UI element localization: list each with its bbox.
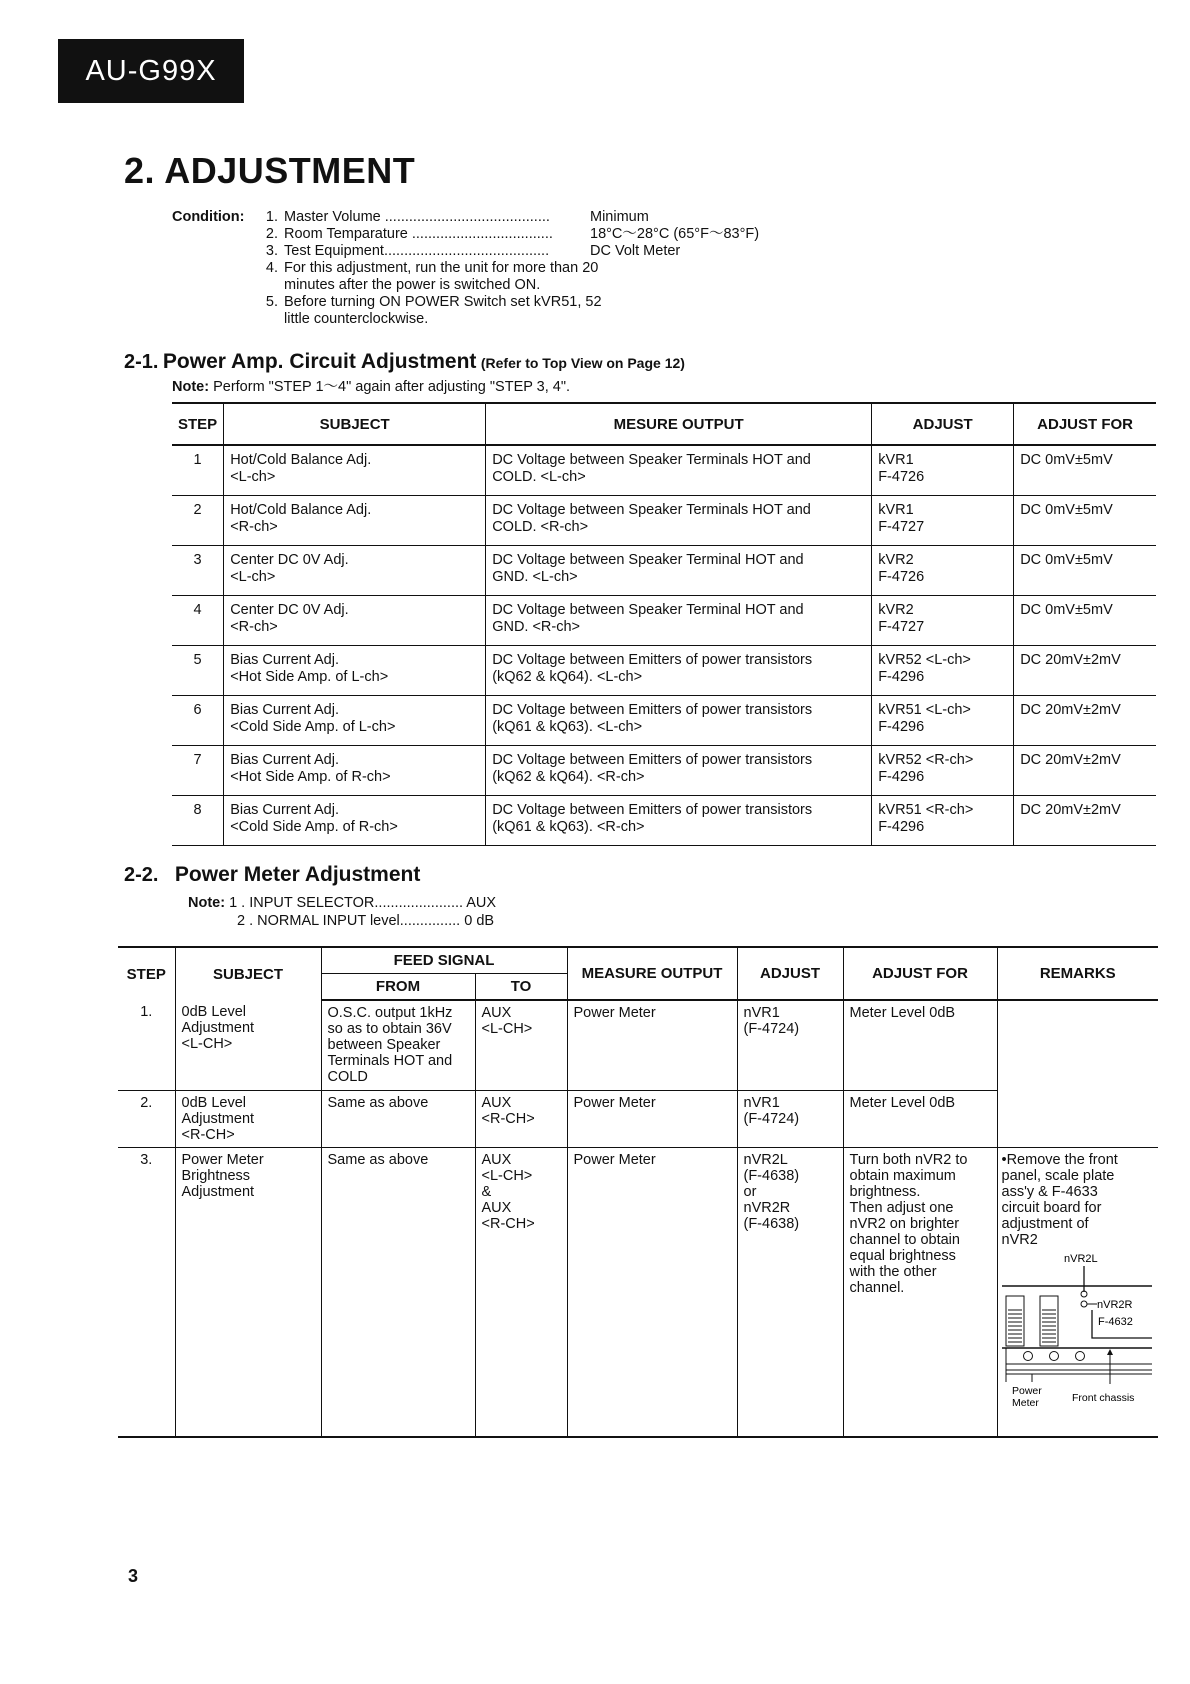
measure-cell: Power Meter	[567, 1000, 737, 1090]
subject-line: Hot/Cold Balance Adj.	[230, 502, 372, 518]
subject-cell	[175, 1000, 321, 1090]
step-cell: 3.	[118, 1147, 175, 1437]
subject-line: Bias Current Adj.	[230, 802, 339, 818]
condition-item	[254, 209, 649, 226]
meter-label: Meter	[1011, 1396, 1039, 1409]
power-label: Power	[1011, 1384, 1042, 1397]
to-cell	[475, 1000, 567, 1090]
remarks-line: adjustment of	[1001, 1215, 1089, 1232]
table-row	[172, 445, 1156, 496]
adjust-cell	[872, 696, 1014, 746]
adjust-line: F-4726	[878, 569, 925, 585]
measure-line: DC Voltage between Emitters of power transistors	[492, 752, 813, 768]
adjust-line: nVR2R	[743, 1199, 791, 1216]
subject-line: <L-ch>	[230, 569, 276, 585]
to-cell	[475, 1147, 567, 1437]
subject-line: <R-CH>	[181, 1126, 235, 1143]
adjust-line: F-4296	[878, 719, 925, 735]
section-number: 2-2.	[124, 864, 159, 886]
note-line-2: 2 . NORMAL INPUT level............... 0 dB	[237, 913, 495, 929]
col-remarks: REMARKS	[997, 947, 1158, 1000]
measure-cell	[486, 596, 872, 646]
adjust-cell	[872, 646, 1014, 696]
section-ref: (Refer to Top View on Page 12)	[480, 355, 685, 371]
to-line: <R-CH>	[481, 1215, 535, 1232]
measure-line: DC Voltage between Emitters of power transistors	[492, 702, 813, 718]
subject-cell	[224, 696, 486, 746]
measure-line: (kQ61 & kQ63). <L-ch>	[492, 719, 643, 735]
adjust-for-cell: DC 20mV±2mV	[1014, 646, 1156, 696]
table1-header: SUBJECT	[224, 403, 486, 445]
subject-cell	[224, 496, 486, 546]
adjust-line: kVR1	[878, 502, 914, 518]
condition-item-text: Room Temparature ...................................	[284, 226, 553, 242]
adjust-line: kVR51 <R-ch>	[878, 802, 974, 818]
condition-item	[254, 243, 681, 260]
from-cell	[321, 1090, 475, 1147]
adjust-for-line: nVR2 on brighter	[849, 1215, 960, 1232]
adjust-for-line: brightness.	[849, 1183, 921, 1200]
section-heading-1	[124, 350, 685, 374]
measure-cell	[486, 796, 872, 846]
condition-item-text: Before turning ON POWER Switch set kVR51, 52	[284, 294, 602, 310]
section-heading-2	[124, 863, 420, 887]
subject-line: <Cold Side Amp. of L-ch>	[230, 719, 396, 735]
adjust-cell	[737, 1090, 843, 1147]
to-line: AUX	[481, 1199, 512, 1216]
adjust-line: nVR1	[743, 1094, 780, 1111]
table1-header: MESURE OUTPUT	[486, 403, 872, 445]
section2-note-2	[237, 913, 494, 929]
adjust-cell	[872, 746, 1014, 796]
remarks-line: nVR2	[1001, 1231, 1038, 1248]
adjust-line: (F-4724)	[743, 1021, 800, 1037]
adjust-line: (F-4638)	[743, 1215, 800, 1232]
measure-cell	[486, 496, 872, 546]
subject-line: <Cold Side Amp. of R-ch>	[230, 819, 398, 835]
step-cell: 2.	[118, 1090, 175, 1147]
adjust-line: kVR51 <L-ch>	[878, 702, 971, 718]
col-measure-output: MEASURE OUTPUT	[567, 947, 737, 1000]
from-line: so as to obtain 36V	[327, 1021, 452, 1037]
subject-line: Bias Current Adj.	[230, 652, 339, 668]
remarks-cell	[997, 1000, 1158, 1147]
chassis-label: Front chassis	[1071, 1391, 1134, 1404]
to-line: AUX	[481, 1094, 512, 1111]
subject-line: Bias Current Adj.	[230, 702, 339, 718]
condition-item-text: Master Volume .........................................	[284, 209, 550, 225]
adjust-for-cell: DC 0mV±5mV	[1014, 546, 1156, 596]
adjust-for-line: Meter Level 0dB	[849, 1094, 956, 1111]
adjust-line: kVR52 <L-ch>	[878, 652, 971, 668]
adjust-line: F-4727	[878, 519, 925, 535]
section2-note	[188, 895, 496, 911]
page-title: 2. ADJUSTMENT	[124, 150, 416, 191]
adjust-for-line: with the other	[849, 1263, 937, 1280]
step-cell: 7	[172, 746, 224, 796]
subject-cell	[224, 546, 486, 596]
subject-line: Adjustment	[181, 1110, 255, 1127]
adjust-for-line: Meter Level 0dB	[849, 1005, 956, 1021]
table-row	[172, 696, 1156, 746]
subject-line: Brightness	[181, 1167, 251, 1184]
table-row	[118, 1000, 1158, 1090]
from-cell	[321, 1000, 475, 1090]
measure-line: DC Voltage between Speaker Terminal HOT and	[492, 552, 804, 568]
note-label: Note:	[188, 895, 226, 911]
to-line: &	[481, 1183, 492, 1200]
from-line: Same as above	[327, 1094, 429, 1111]
nvr2l-label: nVR2L	[1063, 1252, 1098, 1265]
table1-header: ADJUST	[872, 403, 1014, 445]
subject-cell	[175, 1090, 321, 1147]
adjust-line: F-4296	[878, 819, 925, 835]
condition-item-continuation: minutes after the power is switched ON.	[284, 277, 541, 293]
measure-line: DC Voltage between Speaker Terminals HOT and	[492, 502, 811, 518]
page-number: 3	[128, 1566, 139, 1586]
condition-item-number: 3.	[265, 243, 278, 259]
from-cell	[321, 1147, 475, 1437]
step-cell: 3	[172, 546, 224, 596]
measure-cell	[486, 445, 872, 496]
nvr2r-label: nVR2R	[1096, 1298, 1132, 1311]
adjust-for-cell	[843, 1090, 997, 1147]
table-row	[118, 1147, 1158, 1437]
subject-line: 0dB Level	[181, 1004, 246, 1020]
adjust-for-cell	[843, 1147, 997, 1437]
step-cell: 2	[172, 496, 224, 546]
adjust-for-line: equal brightness	[849, 1247, 956, 1264]
section-title: Power Meter Adjustment	[174, 863, 421, 886]
adjust-line: kVR2	[878, 552, 914, 568]
measure-cell	[486, 646, 872, 696]
measure-line: (kQ61 & kQ63). <R-ch>	[492, 819, 645, 835]
table-row	[172, 796, 1156, 846]
remarks-line: circuit board for	[1001, 1199, 1102, 1216]
condition-item	[254, 260, 598, 294]
condition-item-continuation: little counterclockwise.	[284, 311, 429, 327]
condition-item-value: Minimum	[590, 209, 649, 225]
subject-line: 0dB Level	[181, 1094, 246, 1111]
measure-line: GND. <L-ch>	[492, 569, 578, 585]
remarks-line: •Remove the front	[1001, 1151, 1118, 1168]
measure-cell	[486, 746, 872, 796]
subject-line: Center DC 0V Adj.	[230, 552, 349, 568]
subject-line: Power Meter	[181, 1151, 264, 1168]
adjust-for-line: channel to obtain	[849, 1231, 960, 1248]
subject-line: Center DC 0V Adj.	[230, 602, 349, 618]
adjust-cell	[872, 445, 1014, 496]
subject-line: <L-ch>	[230, 469, 276, 485]
subject-line: Adjustment	[181, 1183, 255, 1200]
table-row	[172, 546, 1156, 596]
subject-cell	[224, 746, 486, 796]
measure-line: DC Voltage between Speaker Terminal HOT and	[492, 602, 804, 618]
col-to: TO	[475, 974, 567, 1001]
subject-line: <Hot Side Amp. of R-ch>	[230, 769, 391, 785]
adjust-cell	[872, 596, 1014, 646]
condition-item-number: 1.	[265, 209, 278, 225]
note-line-1: 1 . INPUT SELECTOR...................... AUX	[229, 895, 497, 911]
measure-line: DC Voltage between Emitters of power transistors	[492, 802, 813, 818]
note-label: Note:	[172, 379, 210, 395]
power-meter-adjustment-table	[118, 946, 1158, 1438]
condition-label: Condition:	[172, 209, 245, 225]
board-label: F-4632	[1097, 1315, 1133, 1328]
col-feed-signal: FEED SIGNAL	[321, 947, 567, 974]
condition-item-value: 18°C～28°C (65°F～83°F)	[590, 226, 760, 242]
adjust-for-cell: DC 20mV±2mV	[1014, 746, 1156, 796]
condition-item-number: 2.	[265, 226, 278, 242]
subject-cell	[224, 646, 486, 696]
condition-item-text: For this adjustment, run the unit for more than 20	[284, 260, 599, 276]
condition-item	[254, 226, 760, 243]
adjust-line: F-4726	[878, 469, 925, 485]
measure-cell	[486, 546, 872, 596]
adjust-for-cell: DC 20mV±2mV	[1014, 796, 1156, 846]
adjust-for-cell	[843, 1000, 997, 1090]
adjust-cell	[872, 496, 1014, 546]
col-adjust-for: ADJUST FOR	[843, 947, 997, 1000]
to-line: <L-CH>	[481, 1021, 533, 1037]
power-amp-adjustment-table	[172, 402, 1156, 846]
to-line: AUX	[481, 1005, 512, 1021]
condition-item-number: 5.	[265, 294, 278, 310]
subject-line: <R-ch>	[230, 519, 278, 535]
adjust-line: or	[743, 1183, 757, 1200]
measure-cell: Power Meter	[567, 1090, 737, 1147]
to-cell	[475, 1090, 567, 1147]
subject-line: <Hot Side Amp. of L-ch>	[230, 669, 389, 685]
to-line: <R-CH>	[481, 1110, 535, 1127]
subject-line: <L-CH>	[181, 1036, 233, 1052]
from-line: Terminals HOT and	[327, 1053, 453, 1069]
measure-line: DC Voltage between Emitters of power transistors	[492, 652, 813, 668]
table-row	[172, 746, 1156, 796]
adjust-line: F-4727	[878, 619, 925, 635]
nvr2-location-diagram	[1002, 1252, 1152, 1422]
measure-cell	[486, 696, 872, 746]
note-text: Perform "STEP 1～4" again after adjusting "STEP 3, 4".	[213, 379, 571, 395]
adjust-line: nVR2L	[743, 1151, 788, 1168]
col-adjust: ADJUST	[737, 947, 843, 1000]
adjust-for-cell: DC 0mV±5mV	[1014, 445, 1156, 496]
adjust-line: (F-4724)	[743, 1110, 800, 1127]
adjust-line: nVR1	[743, 1005, 780, 1021]
subject-line: Adjustment	[181, 1020, 255, 1036]
remarks-cell	[997, 1147, 1158, 1437]
subject-line: Hot/Cold Balance Adj.	[230, 452, 372, 468]
adjust-line: F-4296	[878, 769, 925, 785]
remarks-line: panel, scale plate	[1001, 1167, 1115, 1184]
step-cell: 5	[172, 646, 224, 696]
adjust-for-cell: DC 0mV±5mV	[1014, 596, 1156, 646]
section-title: Power Amp. Circuit Adjustment	[162, 350, 477, 373]
measure-line: (kQ62 & kQ64). <R-ch>	[492, 769, 645, 785]
adjust-for-cell: DC 20mV±2mV	[1014, 696, 1156, 746]
adjust-line: kVR2	[878, 602, 914, 618]
step-cell: 1.	[118, 1000, 175, 1090]
condition-item-value: DC Volt Meter	[590, 243, 681, 259]
adjust-line: kVR52 <R-ch>	[878, 752, 974, 768]
measure-line: COLD. <R-ch>	[492, 519, 589, 535]
condition-item	[254, 294, 602, 328]
remarks-line: ass'y & F-4633	[1001, 1183, 1098, 1200]
adjust-for-line: obtain maximum	[849, 1167, 956, 1184]
adjust-for-line: Then adjust one	[849, 1199, 954, 1216]
step-cell: 1	[172, 445, 224, 496]
from-line: between Speaker	[327, 1037, 441, 1053]
subject-cell	[224, 445, 486, 496]
adjust-line: F-4296	[878, 669, 925, 685]
col-step: STEP	[118, 947, 175, 1000]
adjust-cell	[872, 546, 1014, 596]
section1-note	[172, 375, 570, 396]
step-cell: 4	[172, 596, 224, 646]
to-line: <L-CH>	[481, 1167, 533, 1184]
model-tag: AU-G99X	[58, 39, 244, 103]
table-row	[172, 646, 1156, 696]
subject-line: Bias Current Adj.	[230, 752, 339, 768]
adjust-cell	[872, 796, 1014, 846]
subject-line: <R-ch>	[230, 619, 278, 635]
table1-header: STEP	[172, 403, 224, 445]
section-number: 2-1.	[124, 351, 159, 373]
to-line: AUX	[481, 1151, 512, 1168]
adjust-for-line: channel.	[849, 1279, 905, 1296]
step-cell: 6	[172, 696, 224, 746]
adjust-for-cell: DC 0mV±5mV	[1014, 496, 1156, 546]
subject-cell	[224, 596, 486, 646]
from-line: O.S.C. output 1kHz	[327, 1005, 453, 1021]
table-row	[172, 596, 1156, 646]
table1-header: ADJUST FOR	[1014, 403, 1156, 445]
col-subject: SUBJECT	[175, 947, 321, 1000]
from-line: COLD	[327, 1069, 368, 1085]
adjust-cell	[737, 1147, 843, 1437]
subject-cell	[224, 796, 486, 846]
adjust-for-line: Turn both nVR2 to	[849, 1151, 968, 1168]
measure-line: DC Voltage between Speaker Terminals HOT and	[492, 452, 811, 468]
adjust-line: kVR1	[878, 452, 914, 468]
adjust-line: (F-4638)	[743, 1167, 800, 1184]
measure-cell: Power Meter	[567, 1147, 737, 1437]
adjust-cell	[737, 1000, 843, 1090]
condition-item-text: Test Equipment.........................................	[284, 243, 550, 259]
measure-line: GND. <R-ch>	[492, 619, 581, 635]
subject-cell	[175, 1147, 321, 1437]
table-row	[172, 496, 1156, 546]
from-line: Same as above	[327, 1151, 429, 1168]
col-from: FROM	[321, 974, 475, 1001]
condition-item-number: 4.	[265, 260, 278, 276]
measure-line: COLD. <L-ch>	[492, 469, 586, 485]
step-cell: 8	[172, 796, 224, 846]
measure-line: (kQ62 & kQ64). <L-ch>	[492, 669, 643, 685]
